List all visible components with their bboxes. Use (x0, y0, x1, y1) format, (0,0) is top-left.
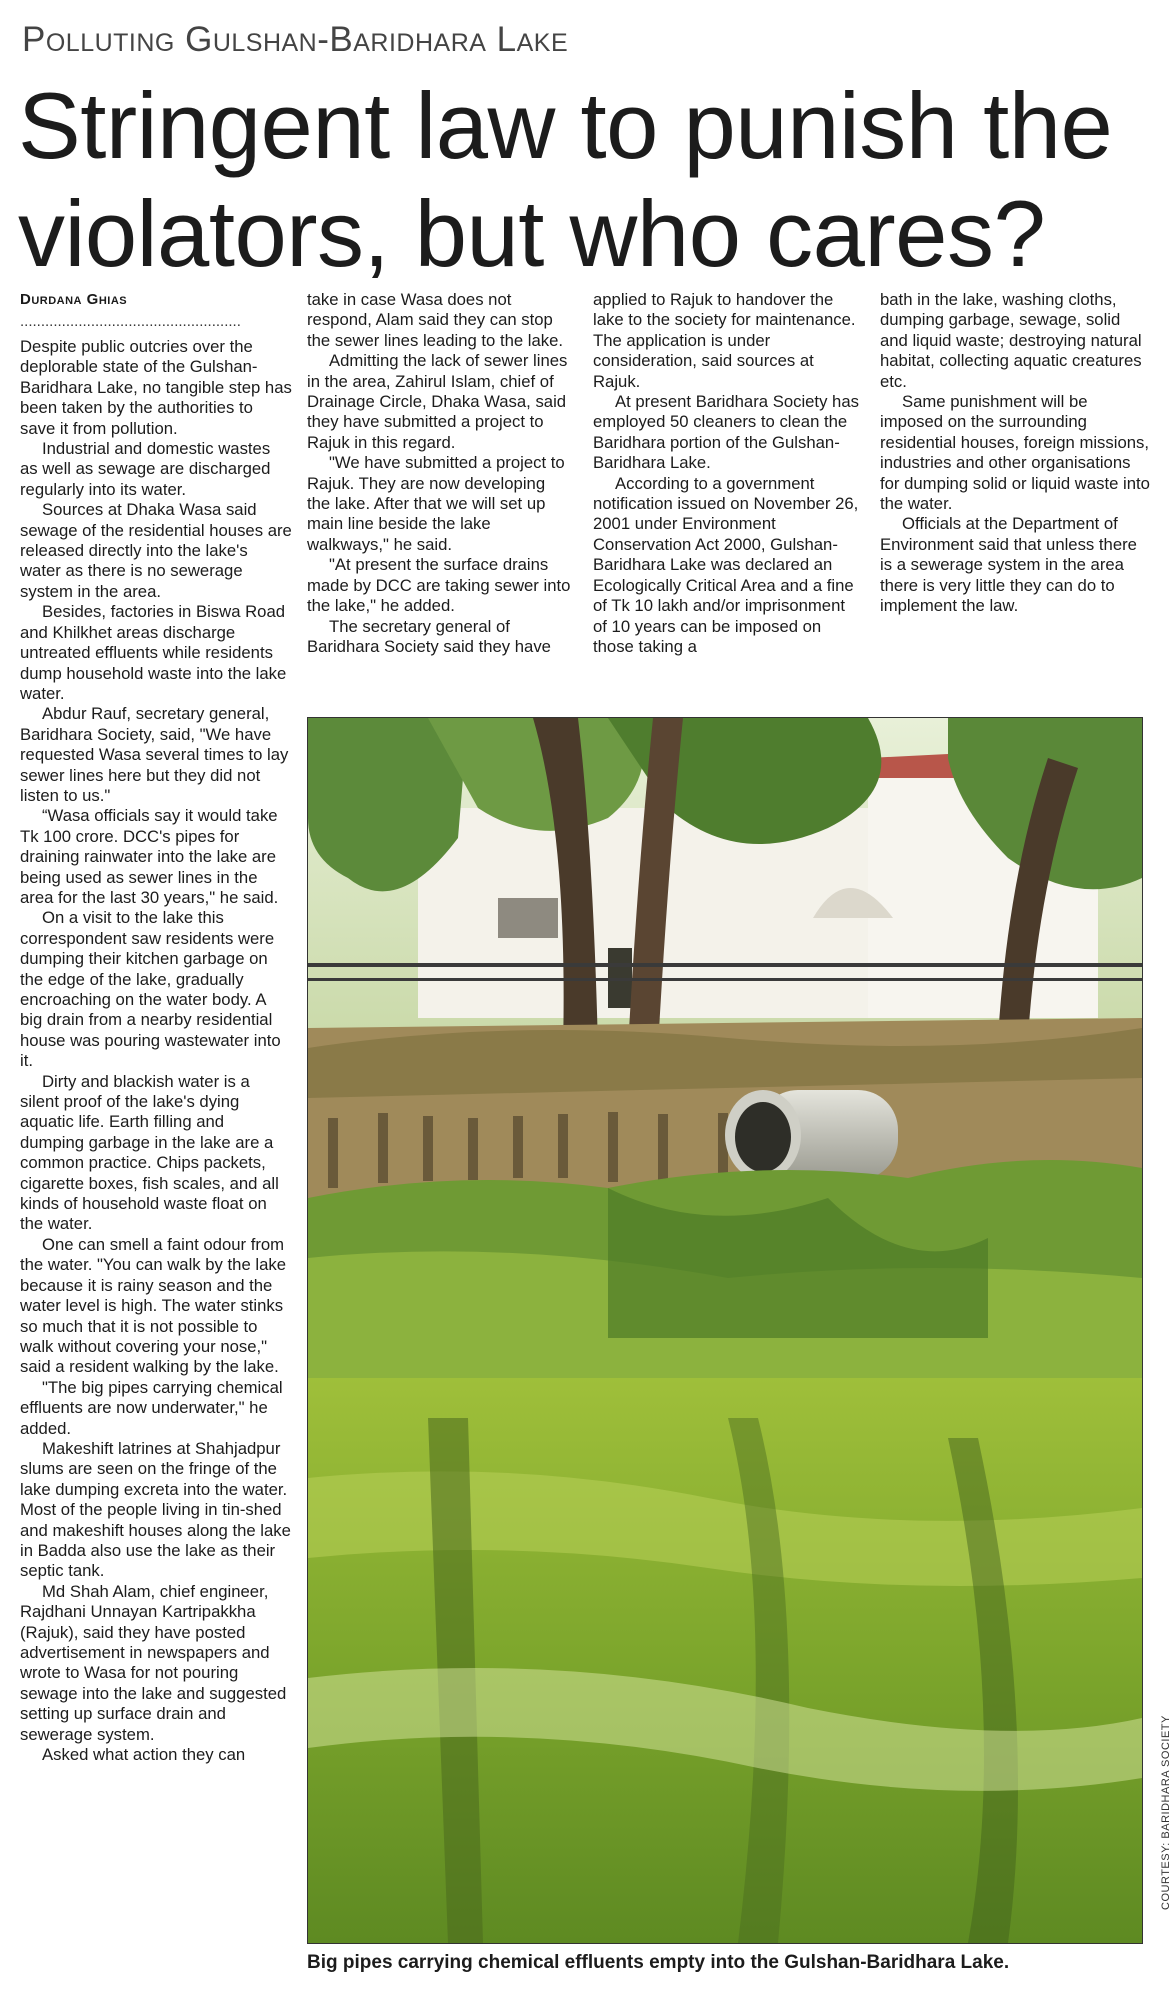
article-column-3 (593, 290, 861, 657)
byline: Durdana Ghias (20, 291, 128, 308)
paragraph: Makeshift latrines at Shahjadpur slums are seen on the fringe of the lake dumping excreta into the water. Most of the people living in tin-shed and makeshift houses along the lake in Badda also use the lake as their septic tank. (20, 1438, 291, 1581)
paragraph: Same punishment will be imposed on the surrounding residential houses, foreign missions, industries and other organisations for dumping solid or liquid waste into the water. (880, 392, 1150, 514)
photo-caption: Big pipes carrying chemical effluents empty into the Gulshan-Baridhara Lake. (307, 1952, 1010, 1973)
paragraph: One can smell a faint odour from the water. "You can walk by the lake because it is rainy season and the water level is high. The water stinks so much that it is not possible to walk without covering your nose," said a resident walking by the lake. (20, 1234, 286, 1377)
paragraph: The secretary general of Baridhara Society said they have (307, 616, 551, 656)
byline-separator: ..................................................... (20, 313, 241, 330)
paragraph: At present Baridhara Society has employed 50 cleaners to clean the Baridhara portion of the Gulshan-Baridhara Lake. (593, 392, 859, 473)
paragraph: According to a government notification issued on November 26, 2001 under Environment Conservation Act 2000, Gulshan-Baridhara Lake was declared an Ecologically Critical Area and a fine of Tk 10 lakh and/or imprisonment of 10 years can be imposed on those taking a (593, 473, 859, 656)
article-column-4 (880, 290, 1152, 617)
paragraph: "We have submitted a project to Rajuk. They are now developing the lake. After that we will set up main line beside the lake walkways," he said. (307, 453, 565, 554)
paragraph: applied to Rajuk to handover the lake to the society for maintenance. The application is under consideration, said sources at Rajuk. (593, 290, 856, 391)
paragraph: take in case Wasa does not respond, Alam said they can stop the sewer lines leading to the lake. (307, 290, 564, 350)
section-kicker: Polluting Gulshan-Baridhara Lake (22, 20, 569, 59)
paragraph: Industrial and domestic wastes as well as sewage are discharged regularly into its water. (20, 439, 271, 499)
article-column-1 (20, 337, 292, 1765)
article-column-2 (307, 290, 572, 657)
paragraph: Besides, factories in Biswa Road and Khilkhet areas discharge untreated effluents while residents dump household waste into the lake water. (20, 602, 287, 703)
paragraph: "The big pipes carrying chemical effluents are now underwater," he added. (20, 1377, 283, 1438)
lake-photo (307, 717, 1143, 1944)
paragraph: On a visit to the lake this correspondent saw residents were dumping their kitchen garbage on the edge of the lake, gradually encroaching on the water body. A big drain from a nearby residential house was pouring wastewater into it. (20, 908, 281, 1071)
photo-credit: COURTESY: BARIDHARA SOCIETY (1160, 1715, 1172, 1910)
headline: Stringent law to punish the violators, but who cares? (18, 73, 1113, 286)
paragraph: Asked what action they can (42, 1745, 246, 1765)
paragraph: “Wasa officials say it would take Tk 100 crore. DCC's pipes for draining rainwater into the lake are being used as sewer lines in the area for the last 30 years," he said. (20, 806, 279, 907)
paragraph: Md Shah Alam, chief engineer, Rajdhani Unnayan Kartripakkha (Rajuk), said they have posted advertisement in newspapers and wrote to Wasa for not pouring sewage into the lake and suggested setting up surface drain and sewerage system. (20, 1581, 287, 1744)
paragraph: Abdur Rauf, secretary general, Baridhara Society, said, "We have requested Wasa several times to lay sewer lines here but they did not listen to us." (20, 704, 289, 805)
paragraph: Despite public outcries over the deplorable state of the Gulshan-Baridhara Lake, no tangible step has been taken by the authorities to save it from pollution. (20, 337, 292, 438)
paragraph: Sources at Dhaka Wasa said sewage of the residential houses are released directly into the lake's water as there is no sewerage system in the area. (20, 500, 292, 601)
paragraph: Officials at the Department of Environment said that unless there is a sewerage system in the area there is very little they can do to implement the law. (880, 514, 1137, 616)
paragraph: "At present the surface drains made by DCC are taking sewer into the lake," he added. (307, 555, 571, 616)
paragraph: bath in the lake, washing cloths, dumping garbage, sewage, solid and liquid waste; destroying natural habitat, collecting aquatic creatures etc. (880, 290, 1142, 391)
paragraph: Admitting the lack of sewer lines in the area, Zahirul Islam, chief of Drainage Circle, Dhaka Wasa, said they have submitted a project to Rajuk in this regard. (307, 351, 568, 452)
paragraph: Dirty and blackish water is a silent proof of the lake's dying aquatic life. Earth filling and dumping garbage in the lake are a common practice. Chips packets, cigarette boxes, fish scales, and all kinds of household waste float on the water. (20, 1071, 279, 1234)
